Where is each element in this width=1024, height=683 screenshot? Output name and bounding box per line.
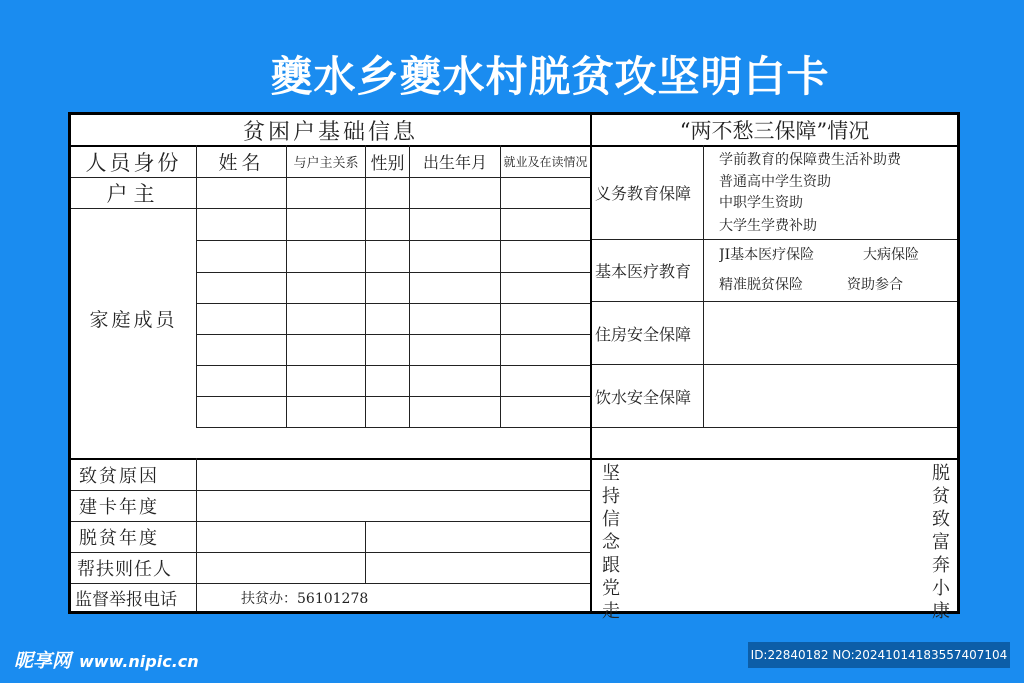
page-title: 夔水乡夔水村脱贫攻坚明白卡 [270,52,830,101]
divider [591,427,957,428]
divider [286,145,287,428]
poverty-card [68,112,960,622]
divider [196,272,591,273]
left-header: 贫困户基础信息 [242,119,418,145]
row-family-members: 家庭成员 [89,309,178,331]
row-card-year: 建卡年度 [79,497,159,518]
divider [196,303,591,304]
row-householder: 户主 [106,182,161,206]
medical-item: 大病保险 [863,247,919,263]
divider [196,334,591,335]
education-item: 中职学生资助 [719,195,803,211]
divider [590,115,592,611]
education-item: 学前教育的保障费生活补助费 [719,152,901,168]
divider [196,240,591,241]
medical-label: 基本医疗教育 [595,262,692,281]
col-birth: 出生年月 [422,153,487,172]
divider [196,396,591,397]
housing-label: 住房安全保障 [595,324,692,344]
divider [703,145,704,428]
divider [365,521,366,583]
water-label: 饮水安全保障 [595,387,692,407]
col-relation: 与户主关系 [293,156,359,171]
slogan-right: 脱贫致富奔小康 [932,463,950,622]
medical-item: JI基本医疗保险 [719,247,815,263]
divider [365,145,366,428]
right-header: “两不愁三保障”情况 [679,119,870,143]
col-gender: 性别 [370,154,405,174]
divider [196,427,591,428]
divider [196,365,591,366]
education-item: 普通高中学生资助 [719,174,831,190]
education-label: 义务教育保障 [595,184,692,203]
medical-item: 精准脱贫保险 [719,277,803,293]
col-employment: 就业及在读情况 [503,155,588,169]
col-person-identity: 人员身份 [85,150,182,175]
divider [500,145,501,428]
row-exit-year: 脱贫年度 [79,528,159,549]
col-name: 姓名 [218,152,265,174]
row-cause: 致贫原因 [79,465,159,487]
divider [409,145,410,428]
image-id-badge: ID:22840182 NO:20241014183557407104 [748,642,1010,668]
divider [71,458,957,460]
divider [196,458,197,611]
medical-item: 资助参合 [847,277,903,293]
row-hotline-label: 监督举报电话 [75,590,177,610]
watermark-logo[interactable] [14,646,199,673]
logo-url: www.nipic.cn [79,652,199,671]
slogan-left: 坚持信念跟党走 [602,463,620,622]
divider [196,145,197,428]
row-responsible: 帮扶则任人 [77,559,172,580]
hotline-value: 扶贫办：56101278 [241,590,369,607]
logo-text: 昵享网 [14,650,72,672]
education-item: 大学生学费补助 [719,218,817,234]
